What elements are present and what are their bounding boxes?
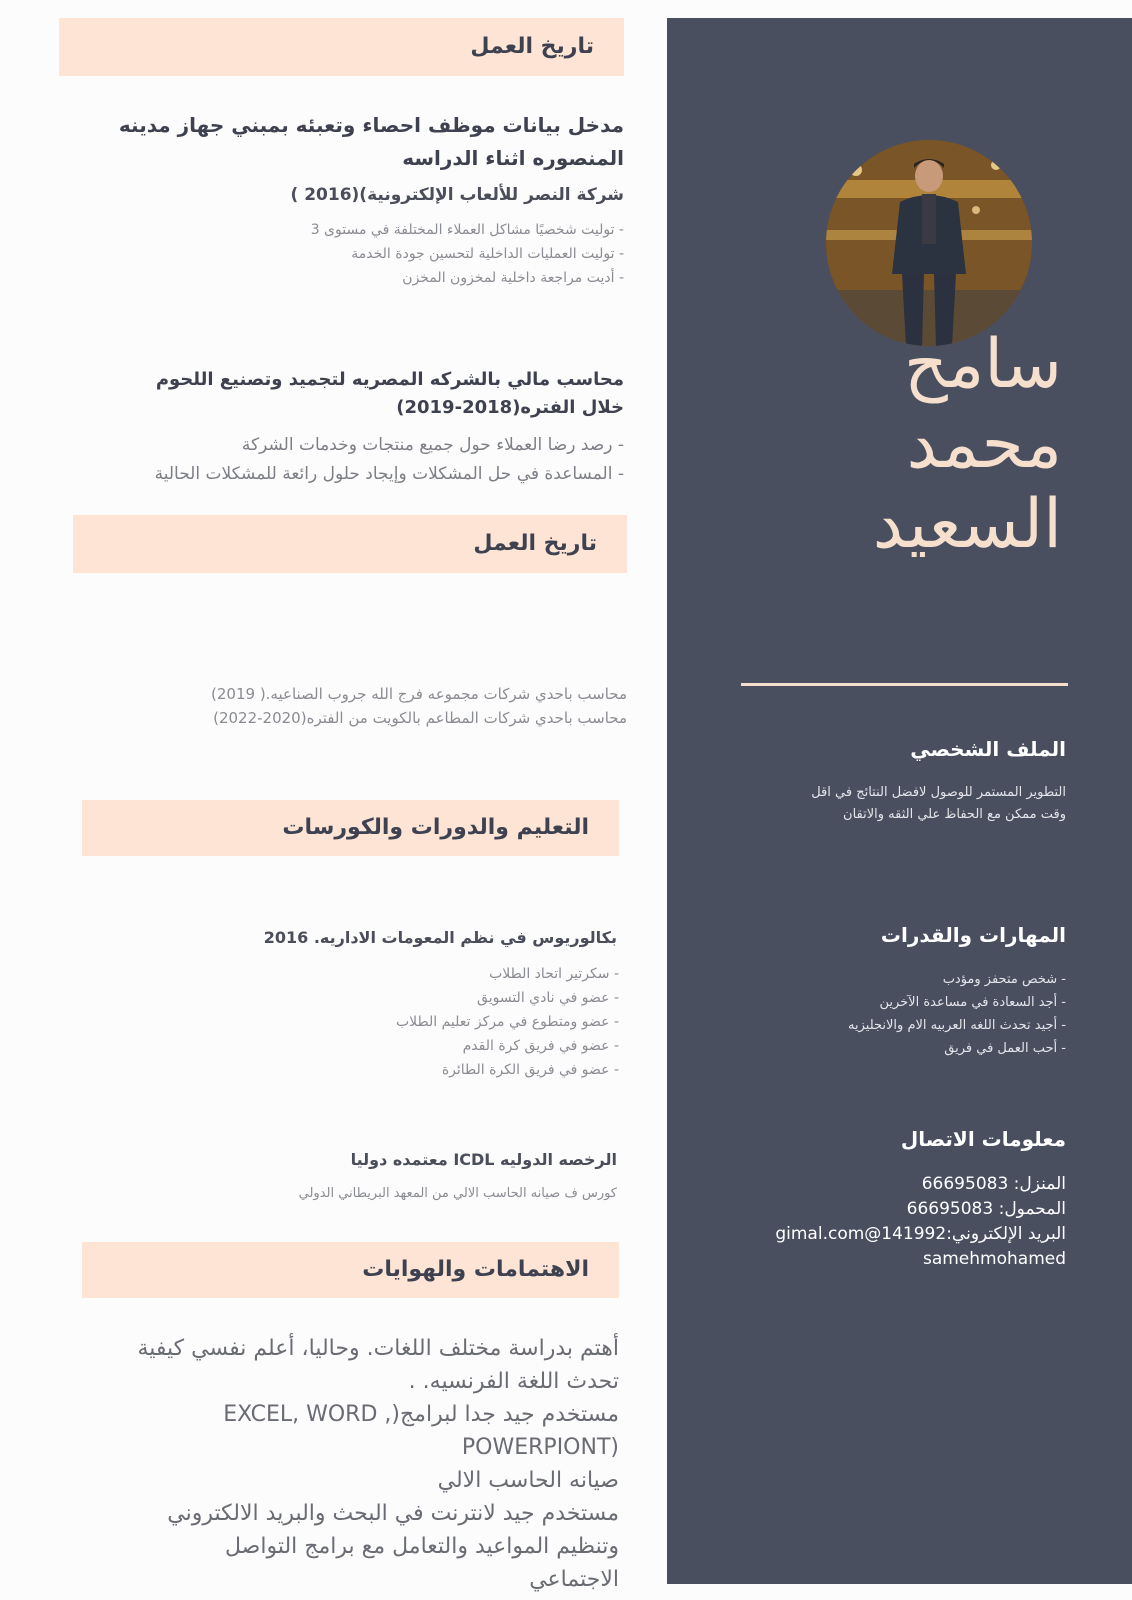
job-bullet: - المساعدة في حل المشكلات وإيجاد حلول رائعة للمشكلات الحالية bbox=[154, 464, 624, 484]
name-divider bbox=[741, 683, 1068, 686]
contact-home: المنزل: 66695083 bbox=[921, 1174, 1066, 1194]
interests-heading: الاهتمامات والهوايات bbox=[362, 1257, 589, 1282]
skill-item: - أجد السعادة في مساعدة الآخرين bbox=[879, 995, 1066, 1010]
job-bullet: - رصد رضا العملاء حول جميع منتجات وخدمات الشركة bbox=[241, 435, 624, 455]
education-bullet: - عضو في فريق كرة القدم bbox=[462, 1038, 619, 1054]
work-history-line: محاسب باحدي شركات مجموعه فرج الله جروب الصناعيه.( 2019) bbox=[211, 685, 627, 703]
work-history-heading: تاريخ العمل bbox=[473, 531, 597, 556]
skills-heading: المهارات والقدرات bbox=[880, 923, 1066, 947]
interests-line: تحدث اللغة الفرنسيه. . bbox=[408, 1369, 619, 1394]
profile-text-line: التطوير المستمر للوصول لافضل النتائج في اقل bbox=[811, 785, 1066, 800]
profile-photo bbox=[826, 140, 1032, 346]
interests-line: أهتم بدراسة مختلف اللغات. وحاليا، أعلم نفسي كيفية bbox=[137, 1336, 619, 1361]
education-heading: التعليم والدورات والكورسات bbox=[282, 815, 589, 840]
contact-email-user[interactable]: samehmohamed bbox=[922, 1249, 1066, 1269]
name-last: السعيد bbox=[872, 485, 1062, 564]
contact-mobile: المحمول: 66695083 bbox=[906, 1199, 1066, 1219]
name-middle: محمد bbox=[906, 405, 1062, 484]
interests-line: مستخدم جيد جدا لبرامج(, EXCEL, WORD bbox=[223, 1402, 619, 1427]
interests-line: (POWERPIONT bbox=[461, 1435, 619, 1460]
education-bullets bbox=[396, 962, 619, 1082]
education-course: كورس ف صيانه الحاسب الالي من المعهد البريطاني الدولي bbox=[298, 1186, 617, 1201]
interests-line: الاجتماعي bbox=[529, 1567, 619, 1592]
work-history-list bbox=[211, 682, 627, 730]
job-title bbox=[64, 109, 624, 175]
name-first: سامح bbox=[903, 325, 1062, 404]
education-degree: بكالوريوس في نظم المعومات الاداريه. 2016 bbox=[263, 928, 617, 947]
skill-item: - أحب العمل في فريق bbox=[944, 1041, 1066, 1056]
job-title-line: مدخل بيانات موظف احصاء وتعبئه بمبني جهاز مدينه bbox=[118, 113, 624, 137]
contact-heading: معلومات الاتصال bbox=[900, 1127, 1066, 1151]
skill-item: - شخص متحفز ومؤدب bbox=[942, 972, 1066, 987]
education-bullet: - عضو في فريق الكرة الطائرة bbox=[441, 1062, 619, 1078]
interests-text bbox=[99, 1332, 619, 1596]
education-bullet: - عضو ومتطوع في مركز تعليم الطلاب bbox=[395, 1014, 619, 1030]
work-history-banner bbox=[73, 515, 627, 573]
profile-text-line: وقت ممكن مع الحفاظ علي الثقه والاتقان bbox=[843, 807, 1066, 822]
job-title-line: محاسب مالي بالشركه المصريه لتجميد وتصنيع اللحوم bbox=[155, 369, 624, 390]
work-history-heading: تاريخ العمل bbox=[470, 34, 594, 59]
work-history-line: محاسب باحدي شركات المطاعم بالكويت من الفتره(2020-2022) bbox=[213, 709, 627, 727]
work-history-banner bbox=[59, 18, 624, 76]
job-bullets bbox=[155, 431, 624, 489]
skill-item: - أجيد تحدث اللغه العربيه الام والانجليزيه bbox=[848, 1018, 1066, 1033]
profile-heading: الملف الشخصي bbox=[910, 737, 1066, 761]
interests-banner bbox=[82, 1242, 619, 1298]
job-title-line: المنصوره اثناء الدراسه bbox=[402, 146, 624, 170]
job-bullets bbox=[311, 218, 624, 290]
job-company: شركة النصر للألعاب الإلكترونية)(2016 ) bbox=[290, 185, 624, 205]
interests-line: صيانه الحاسب الالي bbox=[437, 1468, 619, 1493]
job-title bbox=[64, 366, 624, 422]
job-bullet: - توليت العمليات الداخلية لتحسين جودة الخدمة bbox=[351, 246, 624, 262]
interests-line: مستخدم جيد لانترنت في البحث والبريد الالكتروني bbox=[167, 1501, 619, 1526]
profile-text bbox=[736, 782, 1066, 826]
education-bullet: - عضو في نادي التسويق bbox=[477, 990, 619, 1006]
contact-block bbox=[706, 1172, 1066, 1272]
interests-line: وتنظيم المواعيد والتعامل مع برامج التواصل bbox=[225, 1534, 619, 1559]
education-banner bbox=[82, 800, 619, 856]
job-bullet: - أديت مراجعة داخلية لمخزون المخزن bbox=[402, 270, 624, 286]
job-title-line: خلال الفتره(2018-2019) bbox=[396, 397, 624, 418]
job-bullet: - توليت شخصيًا مشاكل العملاء المختلفة في مستوى 3 bbox=[310, 222, 624, 238]
skills-list bbox=[736, 968, 1066, 1060]
contact-email[interactable]: البريد الإلكتروني:gimal.com@141992 bbox=[775, 1224, 1066, 1244]
education-bullet: - سكرتير اتحاد الطلاب bbox=[489, 966, 619, 982]
education-icdl: الرخصه الدوليه ICDL معتمده دوليا bbox=[350, 1150, 617, 1169]
